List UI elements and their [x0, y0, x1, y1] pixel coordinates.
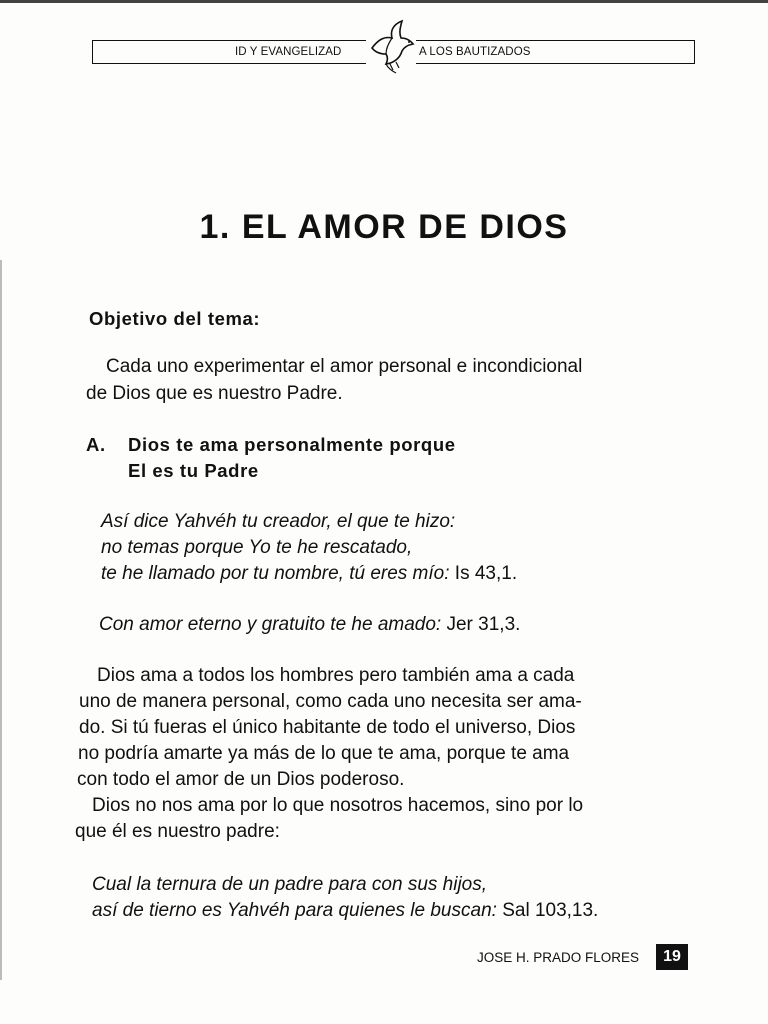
section-a-marker: A. [86, 434, 106, 455]
paragraph1-line-2: uno de manera personal, como cada uno necesita ser ama- [79, 691, 582, 712]
quote1-reference: Is 43,1. [454, 563, 518, 584]
quote2-text: Con amor eterno y gratuito te he amado: [99, 614, 442, 635]
chapter-title: 1. EL AMOR DE DIOS [199, 208, 569, 246]
section-a-heading-line-1: Dios te ama personalmente porque [128, 434, 456, 455]
objective-line-2: de Dios que es nuestro Padre. [86, 383, 343, 404]
quote2-reference: Jer 31,3. [446, 614, 521, 635]
quote1-line-2: no temas porque Yo te he rescatado, [101, 537, 413, 558]
paragraph1-line-4: no podría amarte ya más de lo que te ama, porque te ama [78, 743, 570, 764]
quote1-line-1: Así dice Yahvéh tu creador, el que te hizo: [101, 511, 456, 532]
paragraph2-line-1: Dios no nos ama por lo que nosotros hacemos, sino por lo [92, 795, 584, 816]
page-number: 19 [656, 944, 688, 970]
footer-author: JOSE H. PRADO FLORES [477, 950, 640, 965]
quote3-reference: Sal 103,13. [502, 900, 599, 921]
quote2 [99, 614, 520, 636]
paragraph1-line-1: Dios ama a todos los hombres pero también ama a cada [97, 665, 575, 686]
dove-icon [366, 18, 416, 78]
header-right-text: A LOS BAUTIZADOS [419, 46, 531, 58]
objective-heading: Objetivo del tema: [89, 308, 261, 329]
quote3-line-2-text: así de tierno es Yahvéh para quienes le buscan: [92, 900, 497, 921]
paragraph1-line-5: con todo el amor de un Dios poderoso. [77, 769, 405, 790]
objective-line-1: Cada uno experimentar el amor personal e incondicional [106, 356, 583, 377]
quote3-line-1: Cual la ternura de un padre para con sus hijos, [92, 874, 488, 895]
top-rule [0, 0, 768, 3]
header-left-text: ID Y EVANGELIZAD [235, 46, 342, 58]
quote3-line-2 [92, 900, 598, 922]
page-edge-shadow [0, 260, 2, 980]
paragraph1-line-3: do. Si tú fueras el único habitante de todo el universo, Dios [79, 717, 576, 738]
section-a-heading-line-2: El es tu Padre [128, 460, 259, 481]
quote1-line-3 [101, 563, 517, 585]
paragraph2-line-2: que él es nuestro padre: [75, 821, 280, 842]
quote1-line-3-text: te he llamado por tu nombre, tú eres mío: [101, 563, 450, 584]
